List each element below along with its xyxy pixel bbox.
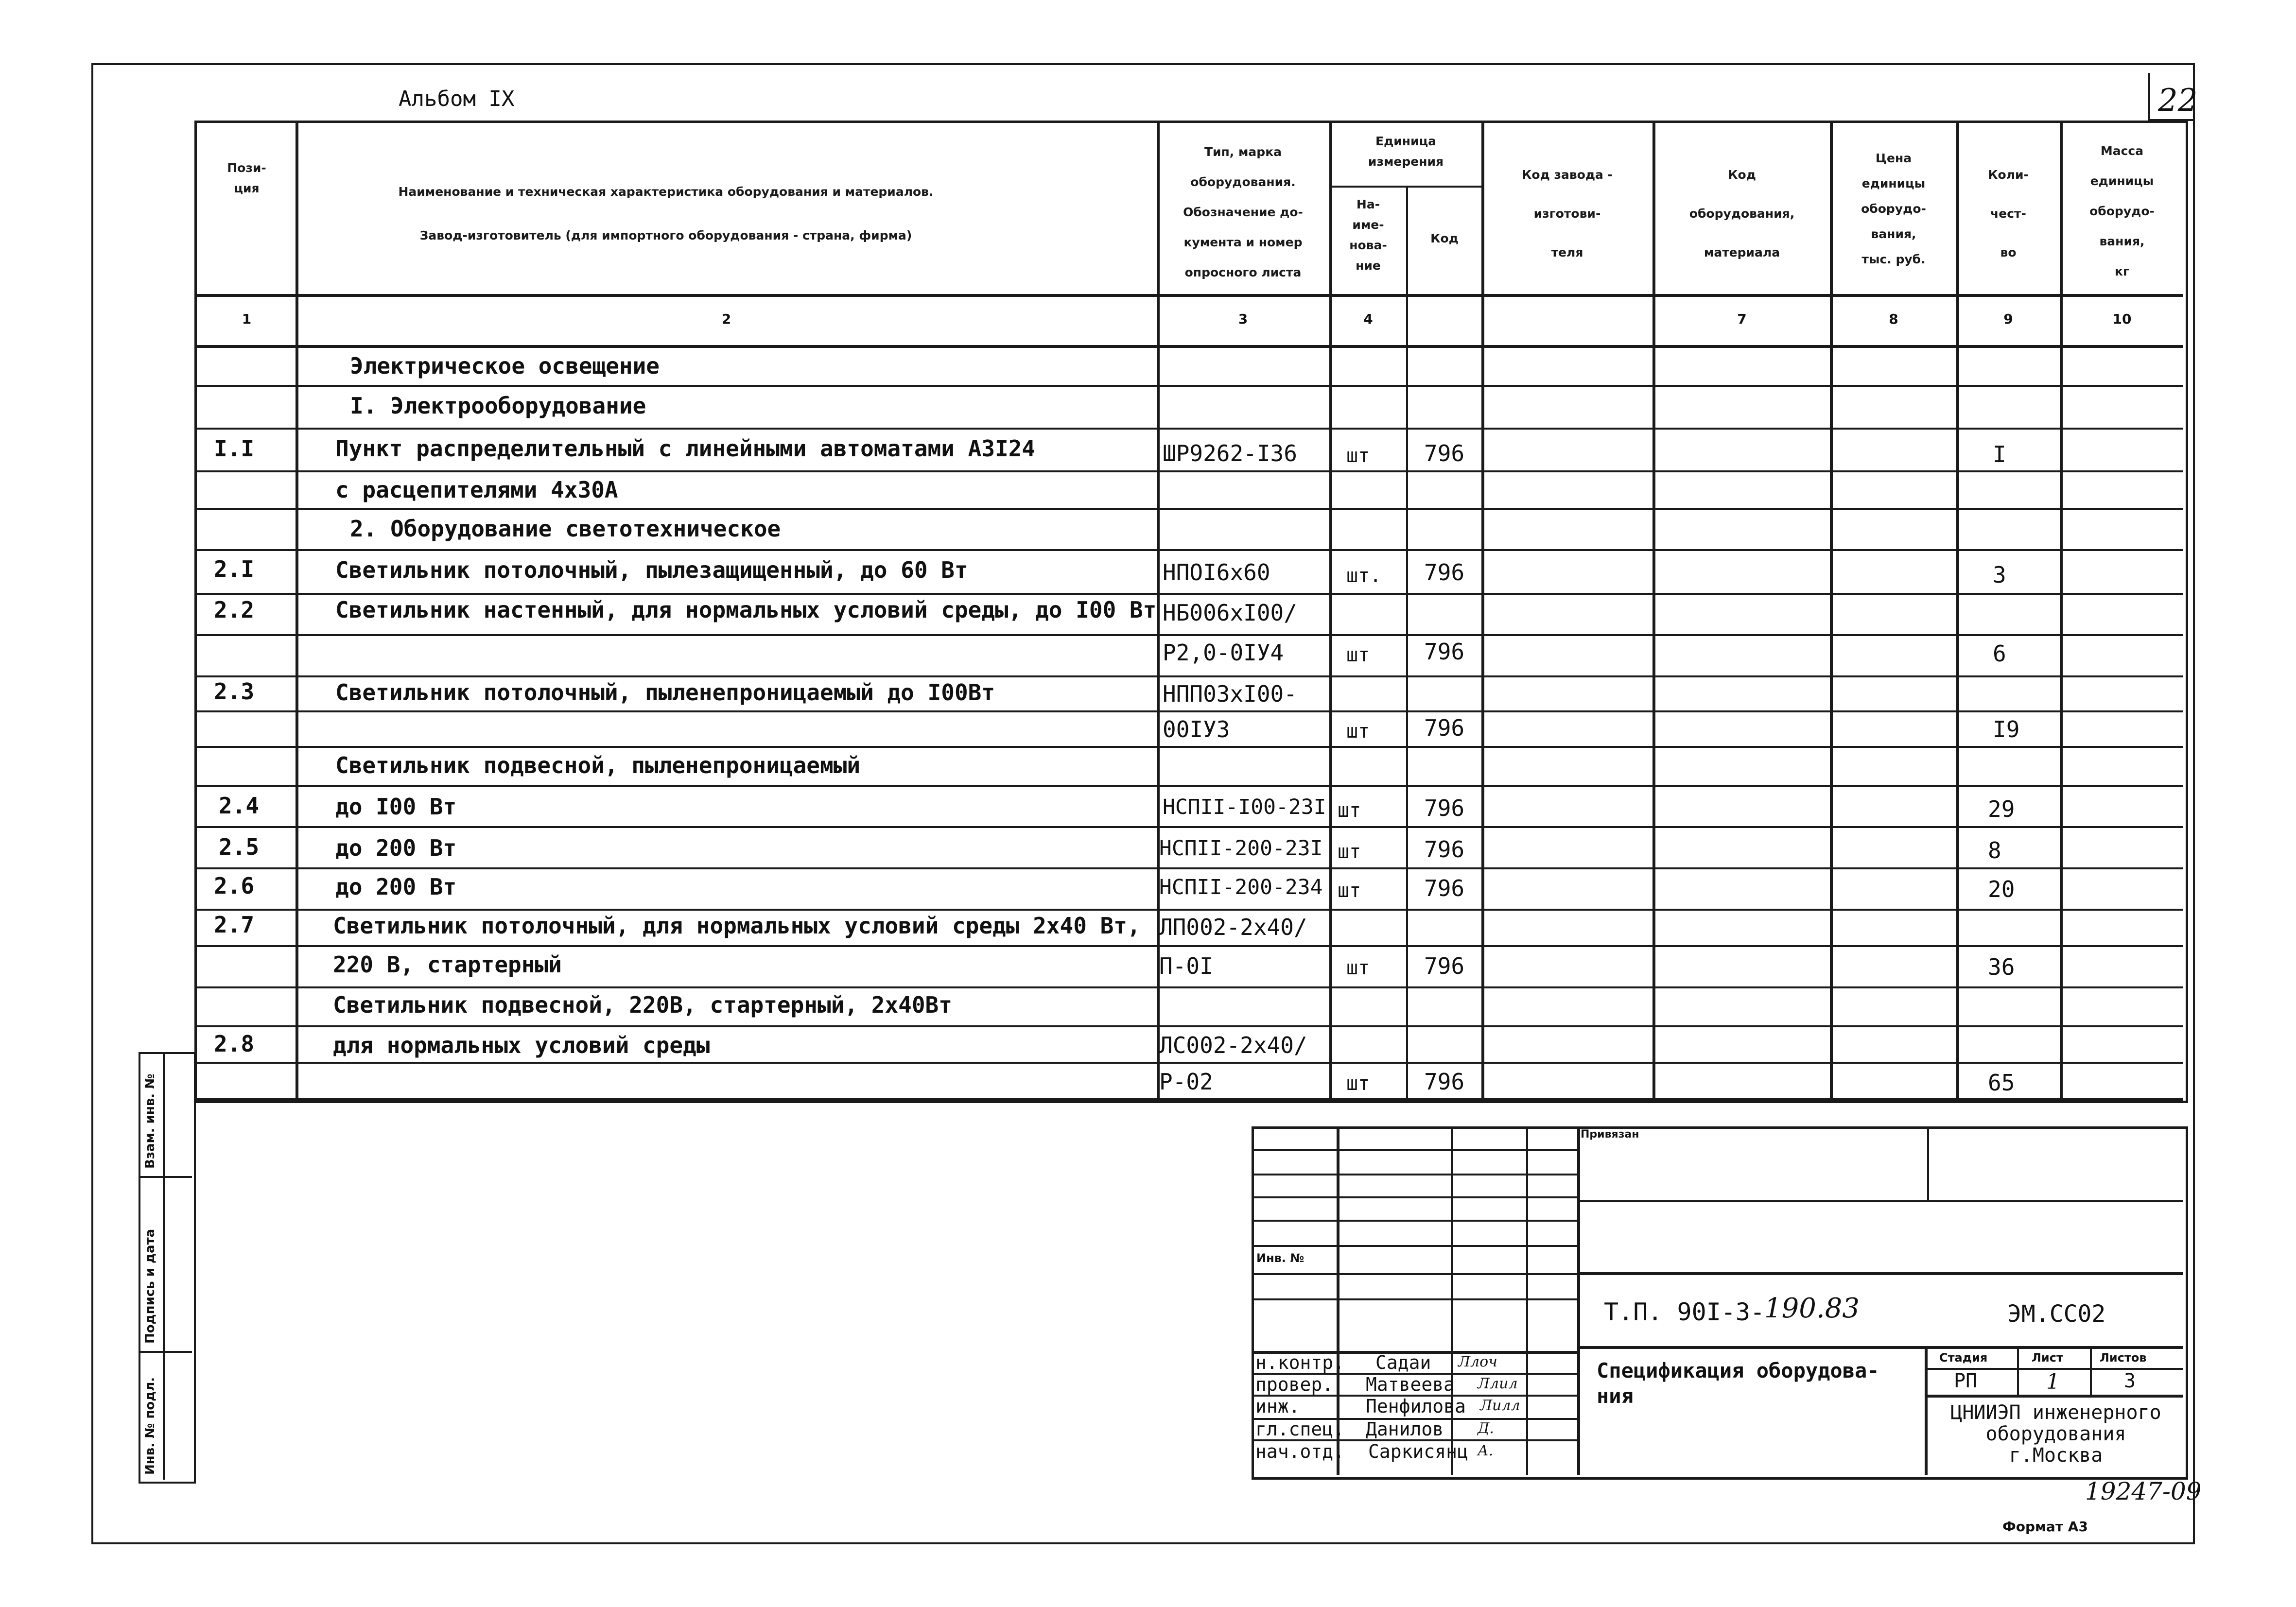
privyazan-label: Привязан [1581,1128,1639,1140]
row-position: 2.3 [214,678,255,705]
signer-role: гл.спец. [1255,1418,1345,1440]
row-line [194,508,2183,510]
inv-no-label: Инв. № [1256,1251,1305,1265]
row-unit: шт [1338,799,1361,822]
tb-line [2017,1346,2019,1395]
row-unit: шт. [1346,565,1382,587]
row-qty: 3 [1993,562,2006,588]
doc-title: Спецификация оборудова- ния [1597,1359,1879,1408]
row-qty: 8 [1988,837,2001,864]
stage-label: Стадия [1939,1351,1988,1365]
tb-line [1252,1245,1577,1247]
sheet-code: ЭМ.СС02 [2007,1300,2106,1328]
row-code: 796 [1424,559,1465,586]
row-position: 2.7 [214,912,255,938]
row-code: 796 [1424,836,1465,863]
row-line [194,634,2183,636]
row-line [194,549,2183,551]
doc-number-handwritten: 190.83 [1764,1293,1860,1324]
archive-number: 19247-09 [2085,1477,2202,1505]
row-line [194,675,2183,677]
tb-line [1252,1298,1577,1300]
row-code: 796 [1424,715,1465,741]
row-qty: 65 [1988,1070,2015,1096]
col-number: 3 [1238,311,1248,327]
signer-name: Матвеева [1366,1374,1455,1395]
stage-value: РП [1954,1370,1978,1392]
row-name: Светильник потолочный, для нормальных условий среды 2х40 Вт, [333,913,1141,939]
signer-role: провер. [1255,1374,1334,1395]
col-header-unit-code: Код [1430,231,1459,245]
col-number: 9 [2003,311,2013,327]
row-qty: 29 [1988,796,2015,822]
organization: ЦНИИЭП инженерного оборудования г.Москва [1950,1401,2161,1467]
row-type: НПП03хI00- [1163,681,1297,707]
row-unit: шт [1346,644,1370,666]
row-line [194,909,2183,911]
sheet-value: 1 [2046,1369,2060,1394]
signer-name: Пенфилова [1366,1396,1466,1417]
row-name: Светильник подвесной, пыленепроницаемый [335,752,861,778]
row-qty: 36 [1988,954,2015,980]
side-label-signature: Подпись и дата [143,1228,157,1344]
col-number: 7 [1737,311,1747,327]
signer-name: Саркисянц [1368,1441,1468,1462]
row-qty: 20 [1988,876,2015,902]
sheet-label: Лист [2032,1351,2063,1365]
row-type: ЛП002-2х40/ [1159,914,1307,940]
row-line [194,1062,2183,1064]
row-position: 2.6 [214,873,255,899]
row-name: I. Электрооборудование [350,393,646,419]
tb-line [1577,1346,2183,1349]
row-line [194,593,2183,595]
row-type: НСПII-200-234 [1159,875,1323,899]
row-name: для нормальных условий среды [333,1032,710,1058]
row-name: Светильник потолочный, пыленепроницаемый до I00Вт [335,679,995,706]
signer-signature: Ллил [1478,1375,1518,1392]
row-position: 2.8 [214,1031,255,1057]
row-type: ШР9262-I36 [1163,440,1297,467]
row-type: НСПII-I00-23I [1163,795,1326,819]
col-header-factory-code: Код завода - изготови- теля [1521,168,1613,259]
row-name: до 200 Вт [335,835,457,861]
row-unit: шт [1346,1072,1370,1095]
tb-line [1252,1273,1577,1275]
col-header-type: Тип, марка оборудования. Обозначение до- кумента и номер опросного листа [1183,145,1303,279]
row-name: Светильник потолочный, пылезащищенный, до 60 Вт [335,557,968,583]
tb-line [1927,1126,1929,1200]
album-label: Альбом IX [399,86,515,111]
col-header-price: Цена единицы оборудо- вания, тыс. руб. [1861,151,1926,266]
row-name: до I00 Вт [335,794,457,820]
row-line [194,746,2183,748]
row-position: 2.I [214,556,255,582]
row-line [194,785,2183,787]
side-strip-line [139,1351,192,1353]
colnum-bottom-line [194,345,2183,348]
tb-line [1526,1126,1528,1475]
row-type: Р-02 [1159,1069,1213,1095]
page-number: 22 [2158,83,2198,119]
row-line [194,385,2183,387]
col-number: 4 [1363,311,1373,327]
row-unit: шт [1346,445,1370,467]
row-name: с расцепителями 4х30А [335,477,618,503]
row-type: НБ006хI00/ [1163,600,1297,626]
tb-line [1252,1196,1577,1198]
col-number: 2 [721,311,731,327]
col-header-unit: Единица измерения [1368,134,1444,169]
row-position: 2.2 [214,597,255,623]
col-line [296,121,298,1098]
row-name: 220 В, стартерный [333,951,562,978]
page-number-box [2148,73,2194,121]
row-name: 2. Оборудование светотехническое [350,516,781,542]
row-qty: I9 [1993,716,2020,743]
col-line [1406,186,1408,1098]
tb-line [1252,1149,1577,1151]
row-type: П-0I [1159,953,1213,979]
row-code: 796 [1424,440,1465,467]
doc-number: Т.П. 90I-3- [1604,1298,1765,1326]
row-code: 796 [1424,1069,1465,1095]
tb-line [2090,1346,2092,1395]
row-type: 00IУ3 [1163,716,1230,743]
row-unit: шт [1346,720,1370,743]
unit-header-line [1329,186,1481,188]
row-code: 796 [1424,795,1465,821]
tb-line [1925,1395,2183,1398]
row-line [194,986,2183,988]
side-strip-line [139,1176,192,1178]
col-header-qty: Коли- чест- во [1988,168,2029,259]
col-header-equip-code: Код оборудования, материала [1689,168,1795,259]
col-number: 1 [242,311,252,327]
col-header-mass: Масса единицы оборудо- вания, кг [2089,144,2155,278]
row-code: 796 [1424,953,1465,979]
row-line [194,428,2183,430]
signer-role: нач.отд. [1255,1441,1345,1462]
signer-role: н.контр. [1255,1352,1345,1373]
row-position: 2.5 [219,834,260,860]
col-header-unit-name: На- име- нова- ние [1349,197,1387,273]
signer-name: Данилов [1366,1418,1444,1440]
row-type: ЛС002-2х40/ [1159,1032,1307,1058]
side-label-original-inv: Инв. № подл. [143,1377,157,1475]
row-line [194,710,2183,712]
row-line [194,470,2183,472]
signer-role: инж. [1255,1396,1300,1417]
row-line [194,1025,2183,1027]
side-strip-line [163,1052,165,1480]
tb-line [1925,1346,1928,1475]
format-label: Формат А3 [2002,1519,2088,1535]
row-unit: шт [1346,957,1370,979]
signer-signature: Д. [1478,1420,1494,1437]
tb-line [1577,1126,1580,1475]
row-position: 2.4 [219,793,260,819]
row-type: НСПII-200-23I [1159,836,1323,861]
row-qty: I [1993,441,2006,467]
signer-signature: А. [1478,1442,1494,1459]
sheets-label: Листов [2100,1351,2147,1365]
col-header-position: Пози- ция [227,161,266,195]
col-number: 10 [2112,311,2132,327]
row-unit: шт [1338,880,1361,902]
row-code: 796 [1424,639,1465,665]
tb-line [1252,1174,1577,1175]
row-position: I.I [214,435,255,462]
row-unit: шт [1338,841,1361,863]
row-code: 796 [1424,875,1465,901]
row-type: Р2,0-0IУ4 [1163,639,1284,666]
signer-signature: Ллоч [1458,1353,1497,1370]
row-name: Светильник подвесной, 220В, стартерный, 2х40Вт [333,992,952,1018]
row-line [194,945,2183,947]
row-name: до 200 Вт [335,874,457,900]
col-header-name: Наименование и техническая характеристика оборудования и материалов. Завод-изготовитель (для импортного оборудования - страна, фирма) [398,185,934,242]
side-label-replaced-inv: Взам. инв. № [143,1073,157,1169]
tb-line [1252,1220,1577,1222]
col-number: 8 [1889,311,1898,327]
row-name: Пункт распределительный с линейными автоматами АЗI24 [335,435,1036,462]
sheets-value: 3 [2124,1370,2136,1392]
tb-line [1577,1200,2183,1202]
row-name: Светильник настенный, для нормальных условий среды, до I00 Вт [335,597,1157,623]
header-bottom-line [194,294,2183,297]
signer-name: Садаи [1375,1352,1431,1373]
tb-line [1451,1126,1453,1475]
tb-line [1577,1272,2183,1275]
row-line [194,867,2183,869]
row-qty: 6 [1993,640,2006,667]
table-bottom-line [194,1098,2183,1101]
row-type: НПОI6х60 [1163,559,1270,586]
row-name: Электрическое освещение [350,353,660,379]
row-line [194,826,2183,828]
signer-signature: Лилл [1480,1397,1520,1414]
